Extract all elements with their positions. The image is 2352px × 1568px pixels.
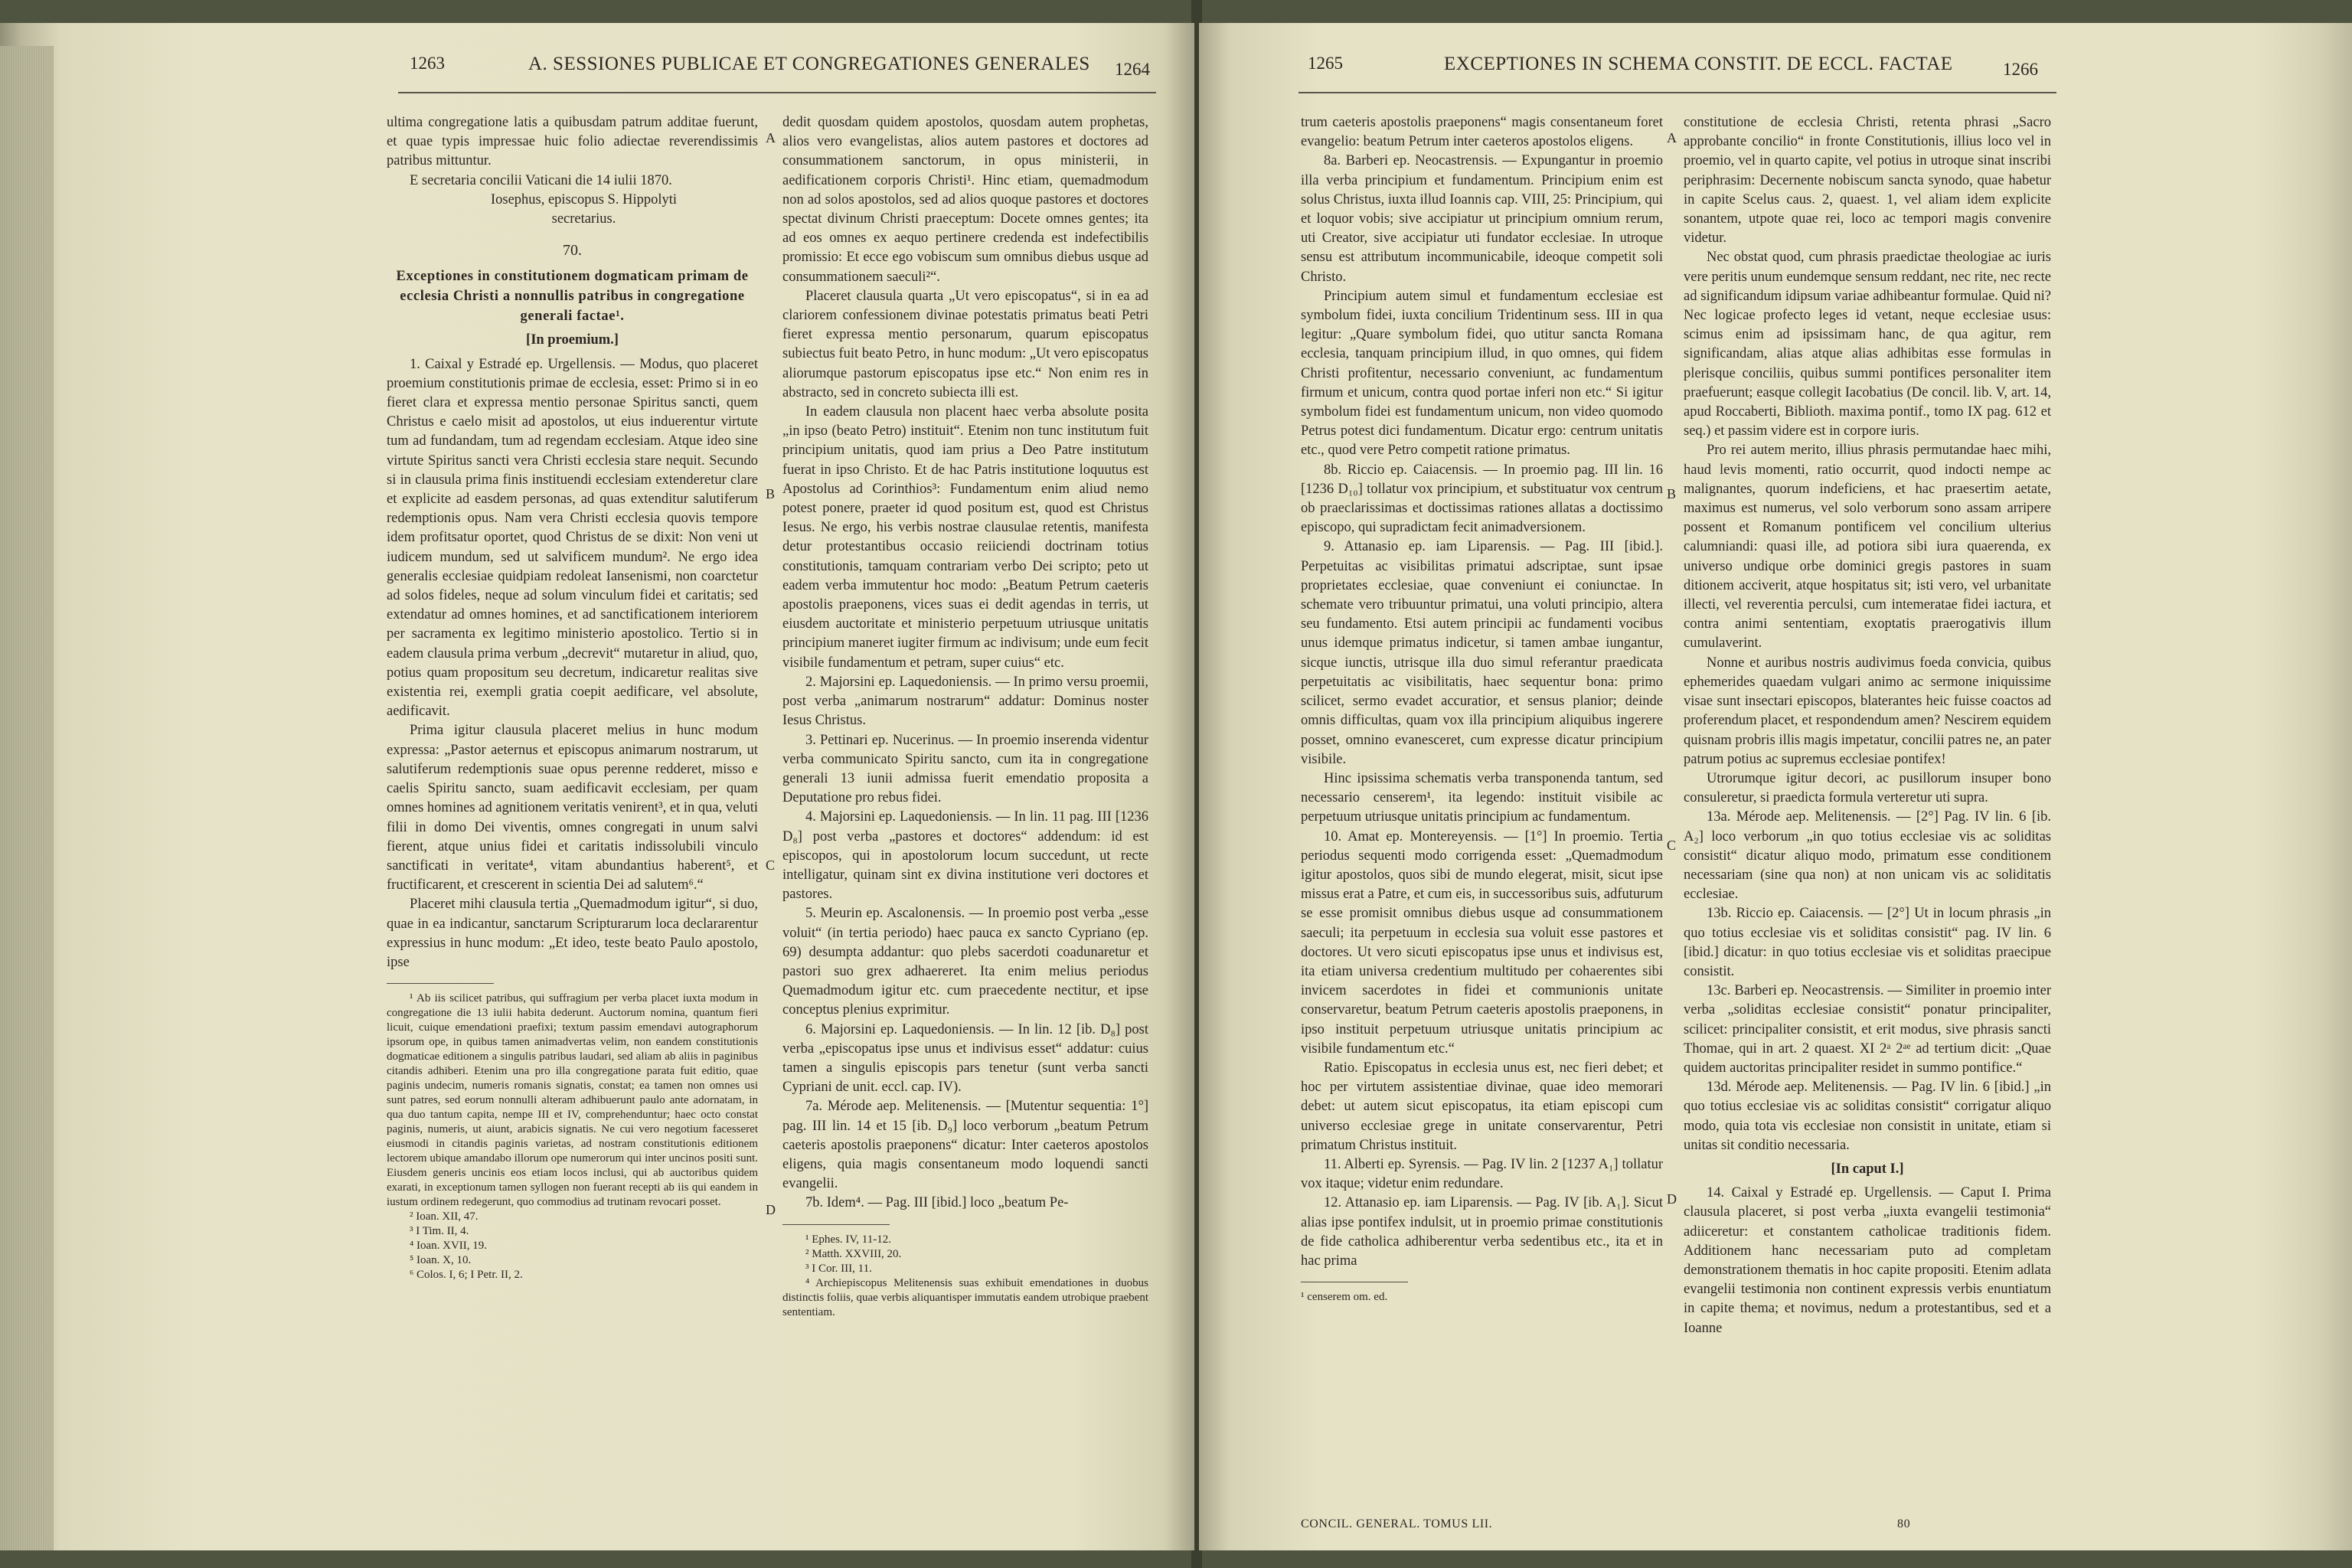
paragraph: Principium autem simul et fundamentum ecclesiae est symbolum fidei, iuxta concilium Tridentinum sess. III in qua legitur: „Quare symbolum fidei, quo utitur sancta Romana ecclesia, tanquam principium illud, in quo omnes, qui fidem Christi profitentur, necessario conveniunt, ac fundamentum firmum et unicum, contra quod portae inferi non etc.“ Si igitur symbolum fidei est fundamentum unicum, non video quomodo Petrus potest dici fundamentum. Dicatur ergo: centrum unitatis etc., quod vere Petro competit ratione primatus. xyxy=(1301,288,1663,459)
left-page xyxy=(0,23,1194,1550)
paragraph: 5. Meurin ep. Ascalonensis. — In proemio post verba „esse voluit“ (in tertia periodo) haec pauca ex sancto Cypriano (ep. 69) desumpta addantur: quo plebs sacerdoti coadunaretur et pastori suo grex adhaereret. Ita enim melius periodus Quemadmodum igitur etc. cum praecedente nectitur, et ipse conceptus plenius exprimitur. xyxy=(782,906,1148,1018)
footnote: ⁴ Archiepiscopus Melitenensis suas exhibuit emendationes in duobus distinctis foliis, quae verbis aliquantisper immutatis eandem utrobique praebent sententiam. xyxy=(782,1276,1148,1318)
gathering-number: 80 xyxy=(1897,1517,1911,1530)
right-page-column-1 xyxy=(1301,113,1663,1305)
volume-signature: CONCIL. GENERAL. TOMUS LII. xyxy=(1301,1517,1493,1530)
paragraph: Utrorumque igitur decori, ac pusillorum insuper bono consuleretur, si praedicta formula verteretur uti supra. xyxy=(1684,770,2051,806)
paragraph: 1. Caixal y Estradé ep. Urgellensis. — Modus, quo placeret proemium constitutionis primae de ecclesia, esset: Primo si in eo fieret clara et expressa mentio personae Spiritus sancti, quem Christus e caelo misit ad apostolos, ut eius induerentur virtute tum ad fundandam, tum ad regendam ecclesiam. Atque ideo sine virtute Spiritus sancti vera Christi ecclesia stare nequit. Secundo si in clausula prima finis instituendi ecclesiam extenderetur clare et explicite ad easdem personas, ad quas extenditur salutiferum redemptionis opus. Nam vera Christi ecclesia quovis tempore idem profitsatur oportet, quod Christus de se dixit: Non veni ut iudicem mundum, sed ut salvificem mundum². Ne ergo idea generalis ecclesiae quidpiam redoleat Iansenismi, non coarctetur ad solos fideles, neque ad solum vinculum fidei et caritatis; sed extendatur ad omnes homines, et ad sanctificationem interiorem per sacramenta ex legitimo ministerio apostolico. Tertio si in eadem clausula prima verbum „decrevit“ mutaretur in aliud, quo, potius quam propositum seu decretum, indicaretur realitas sive existentia rei, exempli gratia coepit aedificare, vel absolute, aedificavit. xyxy=(387,356,758,720)
footnote: ¹ Ab iis scilicet patribus, qui suffragium per verba placet iuxta modum in congregatione die 13 iulii habita dederunt. Auctorum nomina, quantum fieri licuit, cuique emendationi praefixi; textum passim emendavi autographorum ipsorum ope, in quibus tamen animadvertas velim, non eandem constitutionis dogmaticae editionem a singulis patribus laudari, sed aliam ab aliis in paginibus citandis adhiberi. Etenim una pro illa congregatione parata fuit editio, quae paginis undecim, numeris romanis signatis, constat; ea tamen non omnes usi sunt patres, sed eorum nonnulli alteram adhibuerunt paulo ante adornatam, in qua duo tantum capita, nempe III et IV, comprehenduntur; haec octo constat paginis, numeris, ut aiunt, arabicis signatis. Ne cui vero negotium facesseret eiusmodi in citandis paginis varietas, ad nostram constitutionis editionem lectorem ubique amandabo illorum ope numerorum qui inter uncinos positi sunt. Eiusdem generis uncinis eos etiam locos inclusi, qui ab auctoribus quidem exarati, in exceptionum tamen syllogen non fuerant recepti ab iis qui eandem in iustum ordinem redegerunt, quo commodius ad trutinam revocari posset. xyxy=(387,992,758,1209)
paragraph: Placeret mihi clausula tertia „Quemadmodum igitur“, si duo, quae in ea indicantur, sanctarum Scripturarum loca declararentur expressius in hunc modum: „Et ideo, teste beato Paulo apostolo, ipse xyxy=(387,897,758,970)
footnote: ⁵ Ioan. X, 10. xyxy=(410,1254,472,1267)
footnotes xyxy=(782,1233,1148,1320)
margin-letter-b: B xyxy=(766,486,776,501)
paragraph: Pro rei autem merito, illius phrasis permutandae haec mihi, haud levis momenti, ratio occurrit, quod indocti nempe ac malignantes, quorum indeficiens, et hac praesertim aetate, maximus est numerus, vel solo verborum sono assam arripere possent et Romanum pontificem vel concilium ulterius calumniandi: quasi ille, ad potiora sibi iura quaerenda, ex universo undique orbe dominici gregis pastores in suam ditionem acciverit, atque hospitatus sit; isti vero, vel urbanitate illecti, vel reverentia perculsi, cum intemeratae fidei iactura, et contra animi sententiam, exoptatis praerogativis illum cumulaverint. xyxy=(1684,443,2051,652)
left-page-column-2 xyxy=(782,113,1148,1320)
footnotes xyxy=(387,991,758,1282)
paragraph: 3. Pettinari ep. Nucerinus. — In proemio inserenda videntur verba communicato Spiritu sancto, cum ita in congregatione generali 13 iunii admissa fuerit emendatio proposita a Deputatione pro rebus fidei. xyxy=(782,732,1148,806)
paragraph: Ratio. Episcopatus in ecclesia unus est, nec fieri debet; et hoc per virtutem assistentiae divinae, quae ideo memorari debet: ut autem sicut episcopatus, ita etiam episcopi cum universo ecclesiae grege in unitate conservarentur, Petri primatum Christus instituit. xyxy=(1301,1060,1663,1153)
paragraph: Prima igitur clausula placeret melius in hunc modum expressa: „Pastor aeternus et episcopus animarum nostrarum, ut salutiferum redemptionis suae opus perenne redderet, misso e caelis Spiritu sancto, suam aedificavit ecclesiam, per quam omnes homines ad agnitionem veritatis venirent³, et in qua, veluti filii in domo Dei viventis, omnes congregati in unum salvi fierent, atque unius fidei et caritatis indissolubili vinculo sanctificati in veritate⁴, vitam abundantius haberent⁵, et fructificarent, et crescerent in scientia Dei ad salutem⁶.“ xyxy=(387,723,758,893)
page-edge-stack xyxy=(0,46,54,1550)
paragraph: Hinc ipsissima schematis verba transponenda tantum, sed necessario censerem¹, ita legendo: instituit visibile ac perpetuum utriusque unitatis principium ac fundamentum. xyxy=(1301,770,1663,825)
left-page-column-1 xyxy=(387,113,758,1282)
paragraph: 11. Alberti ep. Syrensis. — Pag. IV lin. 2 [1237 A₁] tollatur vox itaque; videtur enim redundare. xyxy=(1301,1156,1663,1192)
margin-letter-b: B xyxy=(1667,486,1677,501)
right-page-column-2 xyxy=(1684,113,2051,1338)
paragraph: 6. Majorsini ep. Laquedoniensis. — In lin. 12 [ib. D₈] post verba „episcopatus ipse unus et indivisus esset“ addatur: cuius tamen a singulis episcopis pars tenetur (sunt verba sancti Cypriani de unit. eccl. cap. IV). xyxy=(782,1021,1148,1096)
running-head-left: A. SESSIONES PUBLICAE ET CONGREGATIONES GENERALES xyxy=(528,54,1090,74)
margin-letter-d: D xyxy=(766,1202,776,1217)
margin-letter-c: C xyxy=(1667,838,1677,853)
footnote: ² Matth. XXVIII, 20. xyxy=(805,1247,902,1260)
footnote: ² Ioan. XII, 47. xyxy=(410,1210,479,1223)
footnote-rule xyxy=(782,1224,890,1225)
paragraph: 13d. Mérode aep. Melitenensis. — Pag. IV lin. 6 [ibid.] „in quo totius ecclesiae vis ac soliditas consistit“ corrigatur aliquo modo, quia tota vis ecclesiae non consistit in unitate, etiam si unitas sit conditio necessaria. xyxy=(1684,1080,2051,1153)
paragraph: In eadem clausula non placent haec verba absolute posita „in ipso (beato Petro) instituit“. Etenim non tunc institutum fuit principium unitatis, quod iam prius a Deo Patre institutum fuerat in ipso Christo. Et de hac Patris institutione loquutus est Apostolus ad Corinthios³: Fundamentum enim aliud nemo potest ponere, praeter id quod positum est, quod est Christus Iesus. Ne ergo, his verbis nostrae clausulae retentis, manifesta detur protestantibus occasio reiiciendi doctrinam totius constitutionis, tamquam contrariam verbo Dei scripto; peto ut eadem verba immutentur hoc modo: „Beatum Petrum caeteris apostolis praeponens, vices suas ei dedit agendas in terris, ut eiusdem auctoritate et ministerio perpetuum utriusque unitatis principium maneret iugiter firmum ac indivisum; unde eum fecit visibile fundamentum et petram, super cuius“ etc. xyxy=(782,404,1148,671)
margin-letter-a: A xyxy=(766,130,776,145)
paragraph: 4. Majorsini ep. Laquedoniensis. — In lin. 11 pag. III [1236 D₈] post verba „pastores et doctores“ addendum: id est episcopos, qui in apostolorum locum succedunt, ut recte intelligatur, quinam sint ex divina institutione veri doctores et pastores. xyxy=(782,809,1148,903)
footnote: ³ I Cor. III, 11. xyxy=(805,1262,872,1275)
margin-letter-d: D xyxy=(1667,1191,1677,1207)
paragraph: trum caeteris apostolis praeponens“ magis consentaneum foret evangelio: beatum Petrum inter caeteros apostolos eligens. xyxy=(1301,115,1663,150)
signatory-title: secretarius. xyxy=(551,211,616,227)
running-head-right: EXCEPTIONES IN SCHEMA CONSTIT. DE ECCL. FACTAE xyxy=(1444,54,1953,74)
subsection-heading: [In caput I.] xyxy=(1831,1161,1904,1177)
paragraph: 14. Caixal y Estradé ep. Urgellensis. — Caput I. Prima clausula placeret, si post verba „iuxta evangelii testimonia“ adiiceretur: et constantem catholicae traditionis fidem. Additionem hanc necessariam puto ad completam demonstrationem thematis in hoc capite propositi. Etenim adlata evangelii testimonia non continent expressis verbis enuntiatum in capite thema; et novimus, nedum a protestantibus, sed et a Ioanne xyxy=(1684,1185,2051,1336)
paragraph: 7a. Mérode aep. Melitenensis. — [Mutentur sequentia: 1°] pag. III lin. 14 et 15 [ib. D₉] loco verborum „beatum Petrum caeteris apostolis praeponens“ dicatur: Inter caeteros apostolos eligens, quia magis consentaneum modo loquendi sancti evangelii. xyxy=(782,1099,1148,1192)
footnote: ³ I Tim. II, 4. xyxy=(410,1225,469,1238)
paragraph: 8b. Riccio ep. Caiacensis. — In proemio pag. III lin. 16 [1236 D₁₀] tollatur vox principium, et substituatur vox centrum ob praeclarissimas et doctissimas rationes allatas a doctissimo episcopo, qui supradictam fecit animadversionem. xyxy=(1301,462,1663,536)
paragraph: 10. Amat ep. Montereyensis. — [1°] In proemio. Tertia periodus sequenti modo corrigenda esset: „Quemadmodum igitur apostolos, quos sibi de mundo elegerat, misit, sicut ipse missus erat a Patre, et cum eis, in successoribus suis, adfuturum se esse promisit omnibus diebus usque ad consummationem saeculi; ita perpetuum in ecclesia sua voluit esse pastores et doctores. Ut vero sicuti episcopatus ipse unus et indivisus est, ita etiam universa credentium multitudo per cohaerentes sibi invicem sacerdotes in fidei et communionis unitate conservaretur, beatum Petrum caeteris apostolis praeponens, in ipso instituit perpetuum utriusque unitatis principium ac visibile fundamentum etc.“ xyxy=(1301,828,1663,1057)
margin-letter-a: A xyxy=(1667,130,1677,145)
header-rule xyxy=(398,92,1156,93)
paragraph: 13c. Barberi ep. Neocastrensis. — Similiter in proemio inter verba „soliditas ecclesiae consistit“ ponatur principaliter, scilicet: principaliter consistit, et erit modus, sive phrasis sancti Thomae, qui in art. 2 quaest. XI 2ᵃ 2ᵃᵉ ad tertium dicit: „Quae quidem auctoritas principaliter residet in summo pontifice.“ xyxy=(1684,983,2051,1076)
paragraph: Placeret clausula quarta „Ut vero episcopatus“, si in ea ad clariorem confessionem divinae potestatis primatus beati Petri fieret expressa mentio personarum, quarum episcopatus subiectus fuit beato Petro, in hunc modum: „Ut vero episcopatus aliorumque pastorum episcopatus ipse etc.“ Non enim res in abstracto, sed in concreto subiecta illi est. xyxy=(782,288,1148,400)
paragraph: Nonne et auribus nostris audivimus foeda convicia, quibus ephemerides quaedam vulgari animo ac sermone iniquissime visae sunt insectari episcopos, blaterantes heic fuisse coactos ad proferendum placet, et respondendum amen? Nescirem equidem quisnam probris illis magis impetatur, concilii patres ne, an pater patrum potius ac supremus ecclesiae pontifex! xyxy=(1684,655,2051,767)
document-title: Exceptiones in constitutionem dogmaticam primam de ecclesia Christi a nonnullis patribus in congregatione generali factae¹. xyxy=(396,269,749,325)
page-number-1265: 1265 xyxy=(1308,54,1343,73)
footnote: ¹ Ephes. IV, 11-12. xyxy=(805,1233,891,1246)
right-page xyxy=(1199,23,2352,1550)
paragraph: 7b. Idem⁴. — Pag. III [ibid.] loco „beatum Pe- xyxy=(805,1195,1069,1211)
header-rule xyxy=(1298,92,2056,93)
paragraph: 9. Attanasio ep. iam Liparensis. — Pag. III [ibid.]. Perpetuitas ac visibilitas primatui adscriptae, sunt ipsae proprietates ecclesiae, quae conveniunt ei coniunctae. In schemate vero tribuuntur primatui, una voluti principio, altera seu fundamento. Etsi autem principii ac fundamenti vocibus unus idemque primatus indicetur, si tamen ambae iungantur, sicque iunctis, utrisque illa duo simul referantur praedicata perpetuitatis ac visibilitatis, haec sequentur bona: primo scilicet, sermo evadet accuratior, et sensus planior; deinde omnis difficultas, quam vox illa principium aliquibus ingerere posset, omnino evanesceret, cum expresse dicatur principium visibile. xyxy=(1301,539,1663,767)
page-number-1266: 1266 xyxy=(2003,60,2038,79)
signatory: Iosephus, episcopus S. Hippolyti xyxy=(490,191,678,207)
paragraph: constitutione de ecclesia Christi, retenta phrasi „Sacro approbante concilio“ in fronte Constitutionis, illius loco vel in proemio, vel in quarto capite, vel potius in utroque sinat inscribi periphrasim: Decernente nobiscum sancta synodo, quae habetur in capite Scelus caus. 2, quaest. 1, vel aliam idem explicite sonantem, utpote quae rei, loco ac tempori magis convenire videtur. xyxy=(1684,115,2051,247)
footnote: ¹ censerem om. ed. xyxy=(1301,1291,1388,1304)
paragraph: 8a. Barberi ep. Neocastrensis. — Expungantur in proemio illa verba principium et fundamentum. Principium enim est solus Christus, iuxta illud Ioannis cap. VIII, 25: Principium, qui et loquor vobis; sive accipiatur ut principium omnium rerum, uti Creator, sive accipiatur uti fundator ecclesiae. In utroque sensu est attributum incommunicabile, ideoque competit soli Christo. xyxy=(1301,153,1663,285)
paragraph: 2. Majorsini ep. Laquedoniensis. — In primo versu proemii, post verba „animarum nostrarum“ addatur: Dominus noster Iesus Christus. xyxy=(782,674,1148,729)
section-number: 70. xyxy=(563,242,582,260)
page-number-1263: 1263 xyxy=(410,54,445,73)
paragraph: Nec obstat quod, cum phrasis praedictae theologiae ac iuris vere peritis unum eundemque sensum reddant, nec rite, nec recte ad significandum idipsum variae adhibeantur formulae. Quid ni? Nec logicae profecto leges id vetant, neque ecclesiae usus: scimus enim ad ipsissimam hanc, de qua agitur, rem significandam, alias atque alias adhibitas esse formulas in plerisque conciliis, quibus summi pontifices personaliter item praefuerunt; easque collegit Iacobatius (De concil. lib. V, art. 14, apud Roccaberti, Biblioth. maxima pontif., tomo IX pag. 612 et seq.) et passim videre est in corpore iuris. xyxy=(1684,250,2051,439)
margin-letter-c: C xyxy=(766,858,776,873)
dateline: E secretaria concilii Vaticani die 14 iulii 1870. xyxy=(410,172,672,188)
paragraph: 13a. Mérode aep. Melitenensis. — [2°] Pag. IV lin. 6 [ib. A₂] loco verborum „in quo totius ecclesiae vis ac soliditas consistit“ dicatur aliquo modo, primatum esse conditionem necessariam (sine qua non) at non unicam vis ac soliditatis ecclesiae. xyxy=(1684,809,2051,903)
page-number-1264: 1264 xyxy=(1115,60,1150,79)
intro-paragraph: ultima congregatione latis a quibusdam patrum additae fuerunt, et quae typis impressae huic folio adiectae reverendissimis patribus mittuntur. xyxy=(387,115,758,169)
footnote: ⁴ Ioan. XVII, 19. xyxy=(410,1240,488,1253)
subsection-heading: [In proemium.] xyxy=(526,332,619,348)
paragraph: 13b. Riccio ep. Caiacensis. — [2°] Ut in locum phrasis „in quo totius ecclesiae vis et soliditas consistit“ pag. IV lin. 6 [ibid.] dicatur: in quo totius ecclesiae vis et soliditas praecipue consistit. xyxy=(1684,906,2051,979)
paragraph: 12. Attanasio ep. iam Liparensis. — Pag. IV [ib. A₁]. Sicut alias ipse pontifex indulsit, ut in proemio primae constitutionis de fide catholica adhiberentur verba sedentibus etc., ita et in hac prima xyxy=(1301,1195,1663,1269)
paragraph: dedit quosdam quidem apostolos, quosdam autem prophetas, alios vero evangelistas, alios autem pastores et doctores ad consummationem sanctorum, in opus ministerii, in aedificationem corporis Christi¹. Hinc etiam, quemadmodum non ad solos apostolos, sed ad alios quoque pastores et doctores spectat divinum Christi praeceptum: Docete omnes gentes; ita ad eos omnes ex aequo pertinere credenda est indefectibilis promissio: Et ecce ego vobiscum sum omnibus diebus usque ad consummationem saeculi²“. xyxy=(782,115,1148,285)
footnote-rule xyxy=(387,983,494,984)
footnote: ⁶ Colos. I, 6; I Petr. II, 2. xyxy=(410,1269,523,1282)
